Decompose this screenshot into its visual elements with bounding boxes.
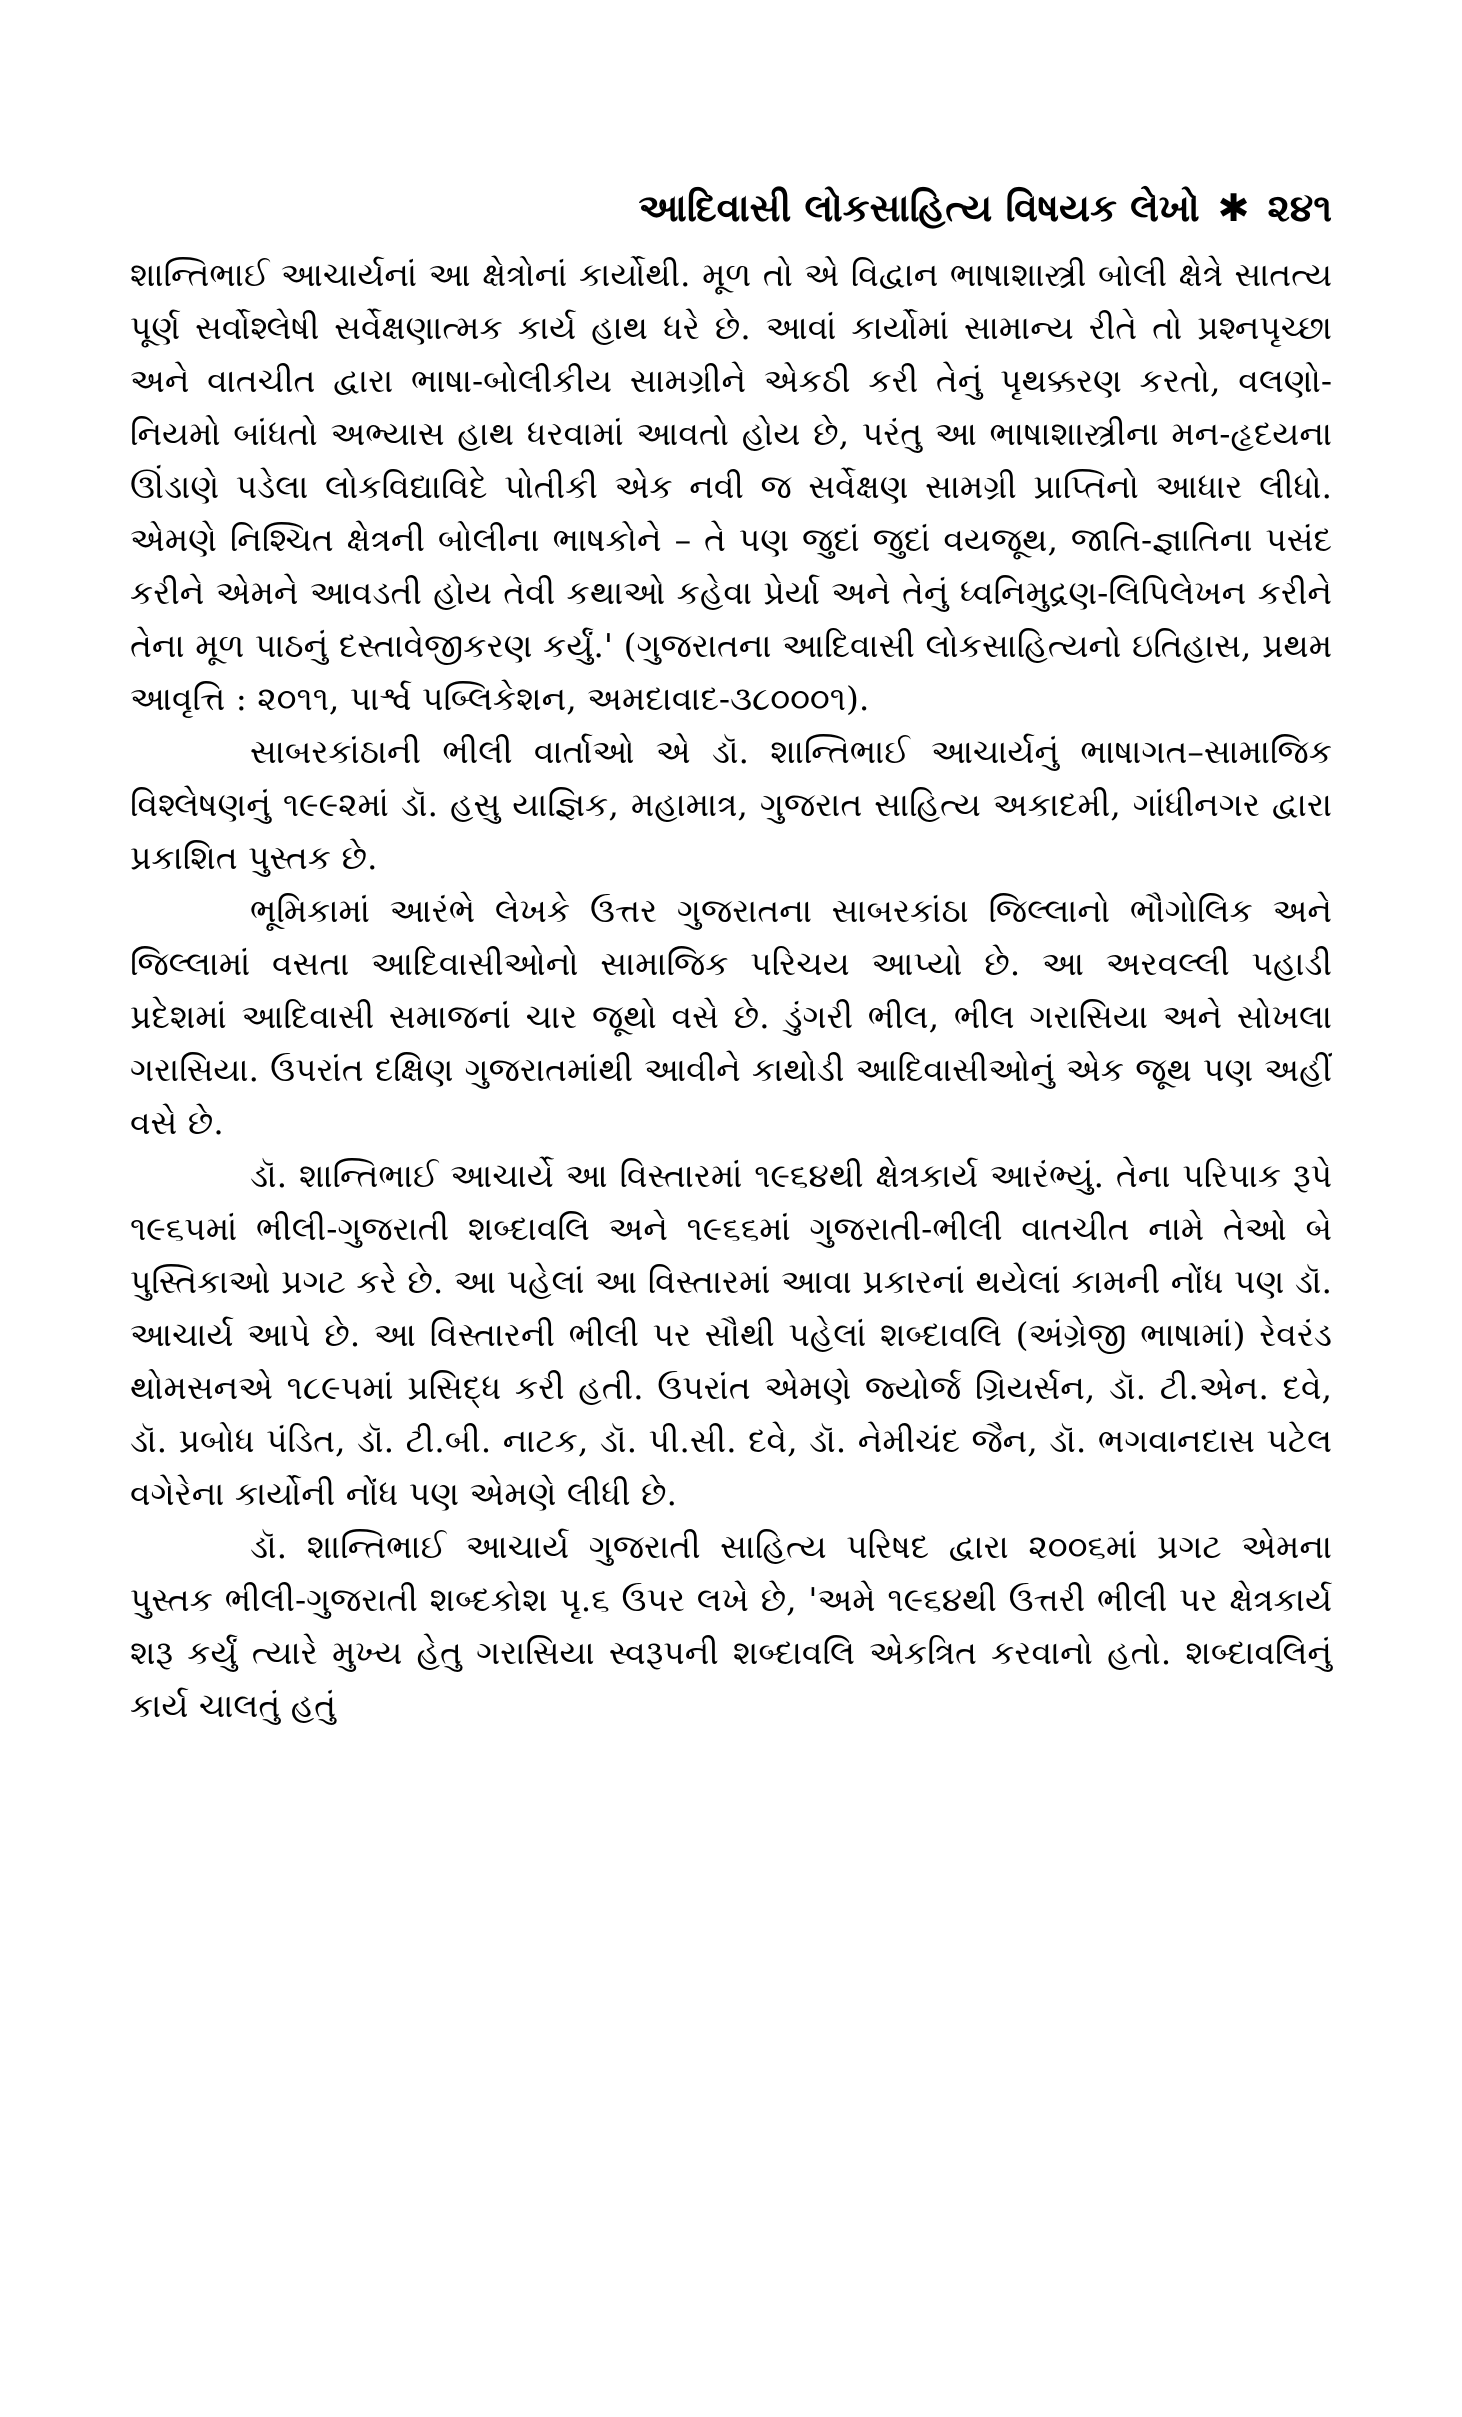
paragraph: સાબરકાંઠાની ભીલી વાર્તાઓ એ ડૉ. શાન્તિભાઈ આચાર્યનું ભાષાગત–સામાજિક વિશ્લેષણનું ૧૯૯૨માં ડૉ. હસુ યાજ્ઞિક, મહામાત્ર, ગુજરાત સાહિત્ય અકાદમી, ગાંધીનગર દ્વારા પ્રકાશિત પુસ્તક છે. xyxy=(130,732,1332,877)
asterisk-icon: ✱ xyxy=(1217,186,1250,230)
running-header xyxy=(638,178,1332,238)
paragraph: ડૉ. શાન્તિભાઈ આચાર્ય ગુજરાતી સાહિત્ય પરિષદ દ્વારા ૨૦૦૬માં પ્રગટ એમના પુસ્તક ભીલી-ગુજરાતી શબ્દકોશ પૃ.૬ ઉપર લખે છે, 'અમે ૧૯૬૪થી ઉત્તરી ભીલી પર ક્ષેત્રકાર્ય શરૂ કર્યું ત્યારે મુખ્ય હેતુ ગરાસિયા સ્વરૂપની શબ્દાવલિ એકત્રિત કરવાનો હતો. શબ્દાવલિનું કાર્ય ચાલતું હતું xyxy=(130,1527,1332,1725)
header-title: આદિવાસી લોકસાહિત્ય વિષયક લેખો xyxy=(638,186,1200,230)
body-text xyxy=(130,248,1332,1732)
paragraph-continued: શાન્તિભાઈ આચાર્યનાં આ ક્ષેત્રોનાં કાર્યોથી. મૂળ તો એ વિદ્વાન ભાષાશાસ્ત્રી બોલી ક્ષેત્રે સાતત્ય પૂર્ણ સર્વોશ્લેષી સર્વેક્ષણાત્મક કાર્ય હાથ ધરે છે. આવાં કાર્યોમાં સામાન્ય રીતે તો પ્રશ્નપૃચ્છા અને વાતચીત દ્વારા ભાષા-બોલીકીય સામગ્રીને એકઠી કરી તેનું પૃથક્કરણ કરતો, વલણો-નિયમો બાંધતો અભ્યાસ હાથ ધરવામાં આવતો હોય છે, પરંતુ આ ભાષાશાસ્ત્રીના મન-હૃદયના ઊંડાણે પડેલા લોકવિદ્યાવિદે પોતીકી એક નવી જ સર્વેક્ષણ સામગ્રી પ્રાપ્તિનો આધાર લીધો. એમણે નિશ્ચિત ક્ષેત્રની બોલીના ભાષકોને – તે પણ જુદાં જુદાં વયજૂથ, જાતિ-જ્ઞાતિના પસંદ કરીને એમને આવડતી હોય તેવી કથાઓ કહેવા પ્રેર્યા અને તેનું ધ્વનિમુદ્રણ-લિપિલેખન કરીને તેના મૂળ પાઠનું દસ્તાવેજીકરણ કર્યું.' (ગુજરાતના આદિવાસી લોકસાહિત્યનો ઇતિહાસ, પ્રથમ આવૃત્તિ : ૨૦૧૧, પાર્શ્વ પબ્લિકેશન, અમદાવાદ-૩૮૦૦૦૧). xyxy=(130,255,1332,718)
paragraph: ભૂમિકામાં આરંભે લેખકે ઉત્તર ગુજરાતના સાબરકાંઠા જિલ્લાનો ભૌગોલિક અને જિલ્લામાં વસતા આદિવાસીઓનો સામાજિક પરિચય આપ્યો છે. આ અરવલ્લી પહાડી પ્રદેશમાં આદિવાસી સમાજનાં ચાર જૂથો વસે છે. ડુંગરી ભીલ, ભીલ ગરાસિયા અને સોખલા ગરાસિયા. ઉપરાંત દક્ષિણ ગુજરાતમાંથી આવીને કાથોડી આદિવાસીઓનું એક જૂથ પણ અહીં વસે છે. xyxy=(130,891,1332,1142)
paragraph: ડૉ. શાન્તિભાઈ આચાર્યે આ વિસ્તારમાં ૧૯૬૪થી ક્ષેત્રકાર્ય આરંભ્યું. તેના પરિપાક રૂપે ૧૯૬૫માં ભીલી-ગુજરાતી શબ્દાવલિ અને ૧૯૬૬માં ગુજરાતી-ભીલી વાતચીત નામે તેઓ બે પુસ્તિકાઓ પ્રગટ કરે છે. આ પહેલાં આ વિસ્તારમાં આવા પ્રકારનાં થયેલાં કામની નોંધ પણ ડૉ. આચાર્ય આપે છે. આ વિસ્તારની ભીલી પર સૌથી પહેલાં શબ્દાવલિ (અંગ્રેજી ભાષામાં) રેવરંડ થોમસનએ ૧૮૯૫માં પ્રસિદ્ધ કરી હતી. ઉપરાંત એમણે જ્યોર્જ ગ્રિયર્સન, ડૉ. ટી.એન. દવે, ડૉ. પ્રબોધ પંડિત, ડૉ. ટી.બી. નાટક, ડૉ. પી.સી. દવે, ડૉ. નેમીચંદ જૈન, ડૉ. ભગવાનદાસ પટેલ વગેરેના કાર્યોની નોંધ પણ એમણે લીધી છે. xyxy=(130,1156,1332,1513)
page-number: ૨૪૧ xyxy=(1267,186,1332,230)
